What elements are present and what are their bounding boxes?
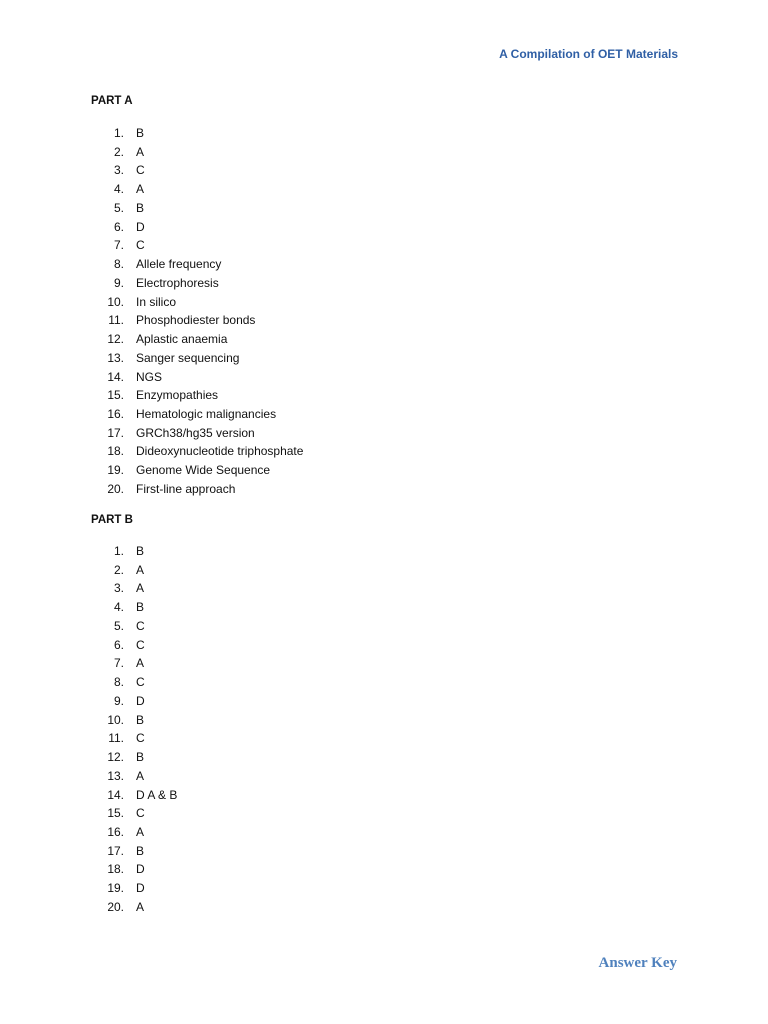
answer-text: GRCh38/hg35 version xyxy=(136,425,255,440)
answer-text: A xyxy=(136,562,145,577)
answer-number: 18. xyxy=(107,862,124,877)
answer-text: A xyxy=(136,656,145,671)
answer-item xyxy=(96,330,303,349)
answer-number: 12. xyxy=(107,332,124,347)
answer-text: C xyxy=(136,806,145,821)
answer-item xyxy=(96,636,177,655)
answer-item xyxy=(96,748,177,767)
answer-number: 10. xyxy=(107,712,124,727)
footer-title: Answer Key xyxy=(598,955,677,971)
answer-item xyxy=(96,579,177,598)
answer-text: A xyxy=(136,581,145,596)
answer-number: 7. xyxy=(113,238,124,253)
answer-number: 14. xyxy=(107,369,124,384)
answer-item xyxy=(96,442,303,461)
answer-number: 2. xyxy=(113,144,124,159)
answer-item xyxy=(96,311,303,330)
answer-text: B xyxy=(136,750,145,765)
answer-item xyxy=(96,405,303,424)
answer-item xyxy=(96,255,303,274)
answer-text: B xyxy=(136,200,145,215)
answer-number: 14. xyxy=(107,787,124,802)
answer-number: 13. xyxy=(107,350,124,365)
answer-item xyxy=(96,767,177,786)
answer-number: 18. xyxy=(107,444,124,459)
answer-item xyxy=(96,124,303,143)
answer-item xyxy=(96,617,177,636)
answer-text: A xyxy=(136,899,145,914)
answer-number: 16. xyxy=(107,825,124,840)
answer-text: NGS xyxy=(136,369,163,384)
answer-text: In silico xyxy=(136,294,177,309)
answer-text: B xyxy=(136,843,145,858)
answer-number: 3. xyxy=(113,163,124,178)
answer-item xyxy=(96,842,177,861)
answer-item xyxy=(96,236,303,255)
answer-item xyxy=(96,804,177,823)
answer-item xyxy=(96,349,303,368)
answer-item xyxy=(96,180,303,199)
answer-number: 16. xyxy=(107,407,124,422)
answer-number: 19. xyxy=(107,881,124,896)
answer-text: B xyxy=(136,126,145,140)
answer-item xyxy=(96,424,303,443)
answer-item xyxy=(96,199,303,218)
answer-number: 8. xyxy=(113,675,124,690)
answer-number: 11. xyxy=(108,313,124,328)
answer-item xyxy=(96,898,177,917)
answer-text: C xyxy=(136,163,145,178)
answer-text: B xyxy=(136,544,145,558)
answer-text: Electrophoresis xyxy=(136,275,219,290)
answer-number: 5. xyxy=(113,200,124,215)
answer-number: 8. xyxy=(113,257,124,272)
answer-item xyxy=(96,654,177,673)
answer-text: B xyxy=(136,600,145,615)
answer-item xyxy=(96,786,177,805)
part-a-title: PART A xyxy=(91,95,133,107)
answer-text: C xyxy=(136,637,145,652)
answer-text: C xyxy=(136,618,145,633)
answer-number: 11. xyxy=(108,731,124,746)
answer-text: First-line approach xyxy=(136,481,236,496)
answer-number: 3. xyxy=(113,581,124,596)
answer-number: 1. xyxy=(113,126,124,140)
answer-text: A xyxy=(136,182,145,197)
answer-text: Genome Wide Sequence xyxy=(136,463,271,478)
answer-text: A xyxy=(136,144,145,159)
answer-number: 20. xyxy=(107,481,124,496)
answer-text: Enzymopathies xyxy=(136,388,219,403)
part-b-answer-list xyxy=(96,542,177,917)
answer-text: D xyxy=(136,862,145,877)
answer-item xyxy=(96,673,177,692)
answer-item xyxy=(96,598,177,617)
answer-item xyxy=(96,143,303,162)
answer-item xyxy=(96,860,177,879)
answer-item xyxy=(96,386,303,405)
answer-text: Allele frequency xyxy=(136,257,222,272)
answer-number: 17. xyxy=(107,425,124,440)
answer-text: C xyxy=(136,238,145,253)
header-title: A Compilation of OET Materials xyxy=(499,47,678,61)
answer-number: 15. xyxy=(107,388,124,403)
answer-number: 10. xyxy=(107,294,124,309)
answer-number: 2. xyxy=(113,562,124,577)
answer-text: D xyxy=(136,219,145,234)
answer-item xyxy=(96,461,303,480)
answer-item xyxy=(96,561,177,580)
answer-number: 4. xyxy=(113,600,124,615)
answer-item xyxy=(96,879,177,898)
answer-text: A xyxy=(136,768,145,783)
answer-number: 1. xyxy=(113,544,124,558)
answer-item xyxy=(96,729,177,748)
answer-text: Dideoxynucleotide triphosphate xyxy=(136,444,304,459)
answer-number: 17. xyxy=(107,843,124,858)
answer-number: 20. xyxy=(107,899,124,914)
answer-text: C xyxy=(136,675,145,690)
answer-number: 9. xyxy=(113,275,124,290)
answer-item xyxy=(96,274,303,293)
answer-item xyxy=(96,692,177,711)
answer-item xyxy=(96,368,303,387)
answer-item xyxy=(96,542,177,561)
answer-number: 4. xyxy=(113,182,124,197)
answer-number: 5. xyxy=(113,618,124,633)
answer-text: Phosphodiester bonds xyxy=(136,313,256,328)
answer-number: 12. xyxy=(107,750,124,765)
answer-number: 6. xyxy=(113,219,124,234)
answer-number: 15. xyxy=(107,806,124,821)
answer-number: 9. xyxy=(113,693,124,708)
answer-item xyxy=(96,293,303,312)
answer-item xyxy=(96,711,177,730)
answer-text: B xyxy=(136,712,145,727)
answer-text: Aplastic anaemia xyxy=(136,332,228,347)
answer-text: D xyxy=(136,693,145,708)
answer-text: A xyxy=(136,825,145,840)
answer-item xyxy=(96,823,177,842)
answer-text: Hematologic malignancies xyxy=(136,407,277,422)
answer-number: 19. xyxy=(107,463,124,478)
answer-item xyxy=(96,218,303,237)
answer-item xyxy=(96,161,303,180)
answer-text: D A & B xyxy=(136,787,178,802)
answer-number: 7. xyxy=(113,656,124,671)
answer-number: 13. xyxy=(107,768,124,783)
answer-text: C xyxy=(136,731,145,746)
part-b-title: PART B xyxy=(91,514,133,526)
answer-number: 6. xyxy=(113,637,124,652)
part-a-answer-list xyxy=(96,124,303,499)
answer-text: D xyxy=(136,881,145,896)
answer-item xyxy=(96,480,303,499)
answer-text: Sanger sequencing xyxy=(136,350,240,365)
